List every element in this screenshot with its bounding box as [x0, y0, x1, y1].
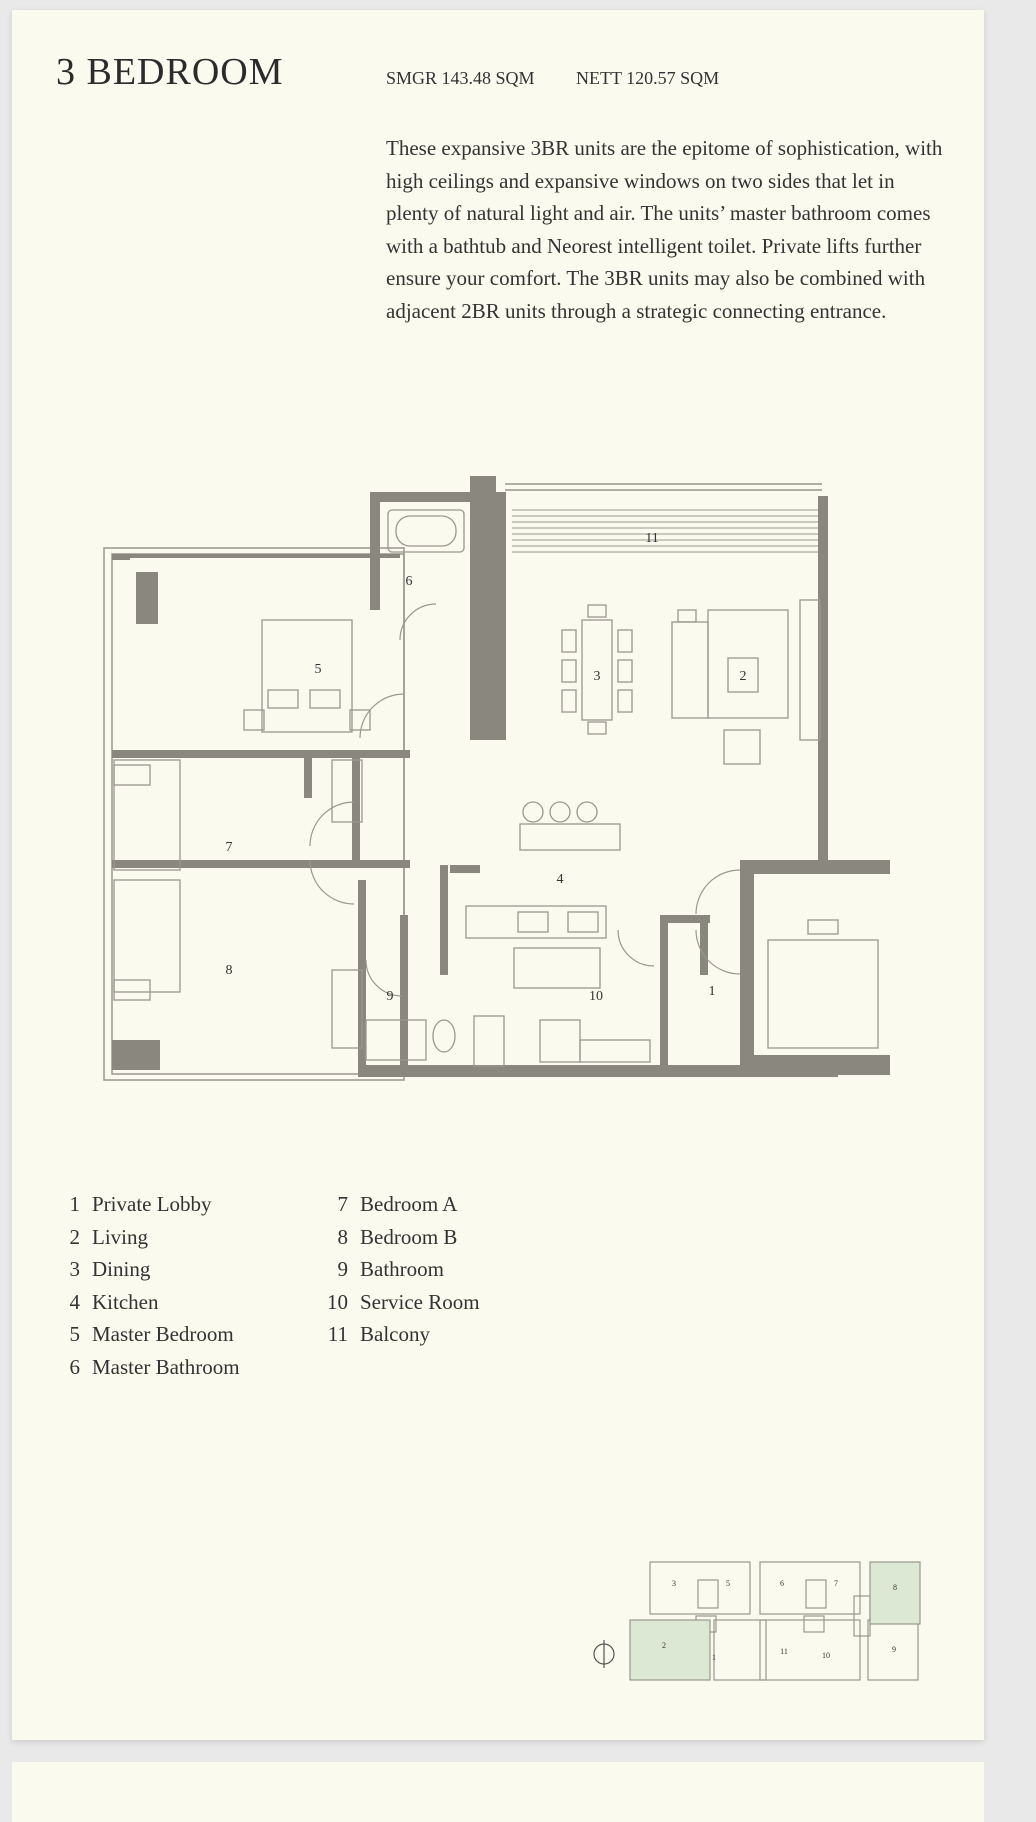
legend-item: [64, 1257, 240, 1290]
keyplan-label: 10: [822, 1651, 830, 1660]
legend-number: 8: [337, 1224, 348, 1249]
legend-label: Kitchen: [92, 1289, 159, 1314]
legend-label: Service Room: [360, 1289, 480, 1314]
keyplan-label: 11: [780, 1647, 788, 1656]
legend-label: Bathroom: [360, 1257, 444, 1282]
legend-number: 5: [69, 1322, 80, 1347]
plan-label-8: 8: [225, 963, 233, 978]
keyplan-label: 6: [780, 1579, 784, 1588]
legend-number: 11: [327, 1322, 348, 1347]
plan-label-5: 5: [314, 662, 322, 677]
next-page: [12, 1762, 984, 1822]
legend-item: [320, 1322, 480, 1355]
plan-label-4: 4: [556, 872, 564, 887]
legend-label: Living: [92, 1224, 148, 1249]
legend-number: 6: [69, 1354, 80, 1379]
legend-label: Bedroom A: [360, 1192, 458, 1216]
legend-number: 7: [337, 1192, 348, 1216]
plan-label-1: 1: [708, 984, 716, 999]
north-arrow-icon: [594, 1640, 614, 1668]
plan-label-6: 6: [405, 574, 413, 589]
floor-plan: [100, 460, 890, 1085]
keyplan-label: 1: [712, 1653, 716, 1662]
legend-label: Master Bedroom: [92, 1322, 234, 1347]
legend-label: Dining: [92, 1257, 151, 1282]
smgr-area: SMGR 143.48 SQM: [386, 68, 535, 88]
legend-item: [64, 1355, 240, 1388]
legend-item: [64, 1290, 240, 1323]
legend-item: [320, 1257, 480, 1290]
legend-item: [64, 1225, 240, 1258]
legend-number: 4: [69, 1289, 80, 1314]
legend-column-2: [320, 1192, 480, 1355]
keyplan-label: 7: [834, 1579, 838, 1588]
key-plan: [586, 1556, 926, 1688]
legend-item: [320, 1225, 480, 1258]
legend-number: 1: [69, 1192, 80, 1216]
keyplan-label: 5: [726, 1579, 730, 1588]
legend-number: 9: [337, 1257, 348, 1282]
legend-column-1: [64, 1192, 240, 1388]
legend-number: 10: [327, 1289, 348, 1314]
plan-label-10: 10: [589, 989, 603, 1004]
nett-area: NETT 120.57 SQM: [576, 68, 720, 88]
legend-item: [64, 1192, 240, 1225]
legend-label: Master Bathroom: [92, 1354, 240, 1379]
plan-label-2: 2: [739, 669, 747, 684]
legend-number: 2: [69, 1224, 80, 1249]
legend-label: Bedroom B: [360, 1224, 458, 1249]
legend-item: [64, 1322, 240, 1355]
legend-label: Private Lobby: [92, 1192, 212, 1216]
keyplan-label: 8: [893, 1583, 897, 1592]
legend-item: [320, 1192, 480, 1225]
plan-label-11: 11: [645, 531, 659, 546]
keyplan-label: 9: [892, 1645, 896, 1654]
plan-label-7: 7: [225, 840, 233, 855]
plan-label-9: 9: [386, 989, 394, 1004]
legend-item: [320, 1290, 480, 1323]
keyplan-label: 3: [672, 1579, 676, 1588]
legend-number: 3: [69, 1257, 80, 1282]
page-title: 3 BEDROOM: [56, 51, 284, 93]
keyplan-label: 2: [662, 1641, 666, 1650]
legend-label: Balcony: [360, 1322, 430, 1347]
unit-description: These expansive 3BR units are the epitome of sophistication, with high ceilings and expansive windows on two sides that let in plenty of natural light and air. The units’ master bathroom comes with a bathtub and Neorest intelligent toilet. Private lifts further ensure your comfort. The 3BR units may also be combined with adjacent 2BR units through a strategic connecting entrance.: [386, 136, 943, 323]
plan-label-3: 3: [593, 669, 601, 684]
